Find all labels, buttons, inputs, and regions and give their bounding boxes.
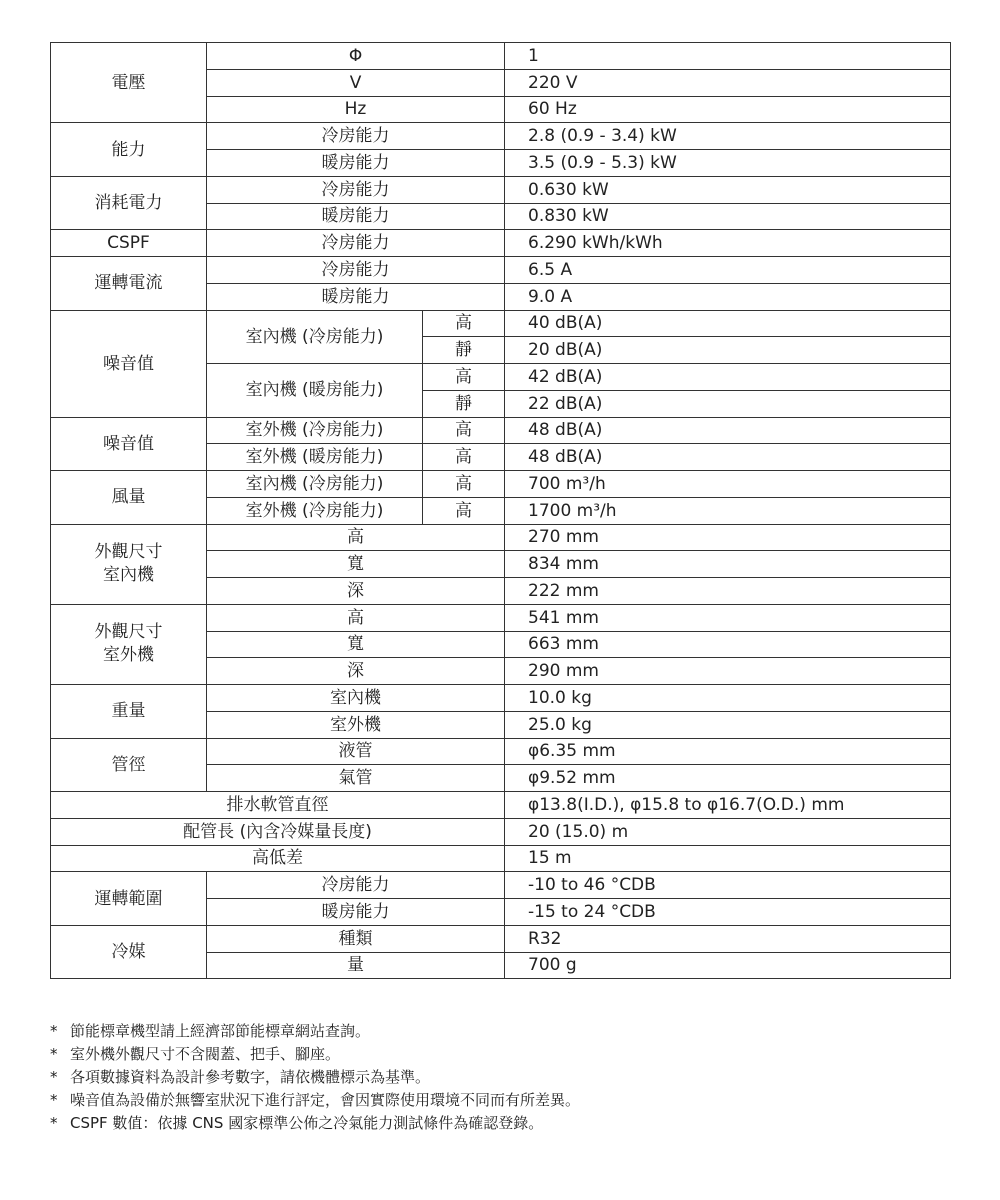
value-cell: 48 dB(A) xyxy=(505,444,951,471)
sub-item-cell: 室外機 (冷房能力) xyxy=(207,497,423,524)
footnote-text: CSPF 數值：依據 CNS 國家標準公佈之冷氣能力測試條件為確認登錄。 xyxy=(70,1114,544,1132)
item-cell: 冷房能力 xyxy=(207,230,505,257)
row-label-cspf: CSPF xyxy=(51,230,207,257)
value-cell: 3.5 (0.9 - 5.3) kW xyxy=(505,150,951,177)
sub-item-cell: 室內機 (暖房能力) xyxy=(207,364,423,418)
row-label-power: 消耗電力 xyxy=(51,176,207,230)
table-row xyxy=(51,792,951,819)
table-row xyxy=(51,604,951,631)
level-cell: 高 xyxy=(423,417,505,444)
value-cell: 22 dB(A) xyxy=(505,390,951,417)
level-cell: 高 xyxy=(423,444,505,471)
level-cell: 高 xyxy=(423,471,505,498)
footnote-text: 節能標章機型請上經濟部節能標章網站查詢。 xyxy=(70,1022,371,1040)
footnote-text: 各項數據資料為設計參考數字，請依機體標示為基準。 xyxy=(70,1068,431,1086)
value-cell: φ13.8(I.D.), φ15.8 to φ16.7(O.D.) mm xyxy=(505,792,951,819)
row-label-line: 室內機 xyxy=(103,565,154,586)
item-cell: 暖房能力 xyxy=(207,283,505,310)
value-cell: 9.0 A xyxy=(505,283,951,310)
value-cell: 270 mm xyxy=(505,524,951,551)
value-cell: 42 dB(A) xyxy=(505,364,951,391)
row-label-airflow: 風量 xyxy=(51,471,207,525)
table-row xyxy=(51,123,951,150)
level-cell: 高 xyxy=(423,364,505,391)
value-cell: -15 to 24 °CDB xyxy=(505,899,951,926)
value-cell: 220 V xyxy=(505,69,951,96)
row-label-capacity: 能力 xyxy=(51,123,207,177)
item-cell: Hz xyxy=(207,96,505,123)
item-cell: 種類 xyxy=(207,925,505,952)
item-cell: 室外機 xyxy=(207,711,505,738)
row-label-pipe: 管徑 xyxy=(51,738,207,792)
row-label-noise-outdoor: 噪音值 xyxy=(51,417,207,471)
table-row xyxy=(51,257,951,284)
item-cell: V xyxy=(207,69,505,96)
value-cell: 6.5 A xyxy=(505,257,951,284)
level-cell: 靜 xyxy=(423,337,505,364)
table-row xyxy=(51,230,951,257)
footnotes xyxy=(50,1020,950,1135)
table-row xyxy=(51,417,951,444)
item-cell: 寬 xyxy=(207,551,505,578)
row-label-refrigerant: 冷媒 xyxy=(51,925,207,979)
value-cell: 2.8 (0.9 - 3.4) kW xyxy=(505,123,951,150)
row-label-current: 運轉電流 xyxy=(51,257,207,311)
table-row xyxy=(51,43,951,70)
table-row xyxy=(51,845,951,872)
item-cell: 深 xyxy=(207,578,505,605)
footnote-bullet: * xyxy=(50,1114,58,1132)
item-cell: 冷房能力 xyxy=(207,123,505,150)
table-row xyxy=(51,738,951,765)
footnote-bullet: * xyxy=(50,1045,58,1063)
row-label-weight: 重量 xyxy=(51,685,207,739)
table-row xyxy=(51,310,951,337)
row-label-noise-indoor: 噪音值 xyxy=(51,310,207,417)
table-row xyxy=(51,176,951,203)
footnote-text: 室外機外觀尺寸不含閥蓋、把手、腳座。 xyxy=(70,1045,341,1063)
value-cell: 1 xyxy=(505,43,951,70)
row-label-drain: 排水軟管直徑 xyxy=(51,792,505,819)
item-cell: Φ xyxy=(207,43,505,70)
value-cell: 290 mm xyxy=(505,658,951,685)
table-row xyxy=(51,872,951,899)
value-cell: 40 dB(A) xyxy=(505,310,951,337)
footnote-bullet: * xyxy=(50,1022,58,1040)
value-cell: 0.630 kW xyxy=(505,176,951,203)
sub-item-cell: 室外機 (暖房能力) xyxy=(207,444,423,471)
row-label-pipe-length: 配管長 (內含冷媒量長度) xyxy=(51,818,505,845)
item-cell: 室內機 xyxy=(207,685,505,712)
value-cell: 0.830 kW xyxy=(505,203,951,230)
item-cell: 暖房能力 xyxy=(207,203,505,230)
footnote-item xyxy=(50,1020,950,1043)
value-cell: 25.0 kg xyxy=(505,711,951,738)
table-row xyxy=(51,524,951,551)
spec-table xyxy=(50,42,951,979)
value-cell: 1700 m³/h xyxy=(505,497,951,524)
item-cell: 暖房能力 xyxy=(207,150,505,177)
value-cell: 700 m³/h xyxy=(505,471,951,498)
table-row xyxy=(51,471,951,498)
level-cell: 靜 xyxy=(423,390,505,417)
footnote-item xyxy=(50,1066,950,1089)
value-cell: R32 xyxy=(505,925,951,952)
footnote-bullet: * xyxy=(50,1068,58,1086)
item-cell: 液管 xyxy=(207,738,505,765)
item-cell: 寬 xyxy=(207,631,505,658)
footnote-item xyxy=(50,1112,950,1135)
item-cell: 高 xyxy=(207,524,505,551)
row-label-line: 室外機 xyxy=(103,645,154,666)
value-cell: 541 mm xyxy=(505,604,951,631)
value-cell: 222 mm xyxy=(505,578,951,605)
value-cell: 60 Hz xyxy=(505,96,951,123)
value-cell: 48 dB(A) xyxy=(505,417,951,444)
value-cell: 663 mm xyxy=(505,631,951,658)
value-cell: 10.0 kg xyxy=(505,685,951,712)
table-row xyxy=(51,818,951,845)
value-cell: 700 g xyxy=(505,952,951,979)
row-label-height-diff: 高低差 xyxy=(51,845,505,872)
row-label-dim-indoor xyxy=(51,524,207,604)
sub-item-cell: 室內機 (冷房能力) xyxy=(207,310,423,364)
item-cell: 量 xyxy=(207,952,505,979)
row-label-range: 運轉範圍 xyxy=(51,872,207,926)
footnote-bullet: * xyxy=(50,1091,58,1109)
item-cell: 氣管 xyxy=(207,765,505,792)
item-cell: 冷房能力 xyxy=(207,872,505,899)
footnote-item xyxy=(50,1043,950,1066)
item-cell: 暖房能力 xyxy=(207,899,505,926)
value-cell: φ6.35 mm xyxy=(505,738,951,765)
value-cell: 15 m xyxy=(505,845,951,872)
value-cell: 20 dB(A) xyxy=(505,337,951,364)
footnote-item xyxy=(50,1089,950,1112)
level-cell: 高 xyxy=(423,497,505,524)
value-cell: 6.290 kWh/kWh xyxy=(505,230,951,257)
row-label-line: 外觀尺寸 xyxy=(94,622,163,643)
level-cell: 高 xyxy=(423,310,505,337)
value-cell: 834 mm xyxy=(505,551,951,578)
item-cell: 冷房能力 xyxy=(207,257,505,284)
value-cell: φ9.52 mm xyxy=(505,765,951,792)
table-row xyxy=(51,925,951,952)
sub-item-cell: 室內機 (冷房能力) xyxy=(207,471,423,498)
item-cell: 深 xyxy=(207,658,505,685)
item-cell: 高 xyxy=(207,604,505,631)
item-cell: 冷房能力 xyxy=(207,176,505,203)
row-label-voltage: 電壓 xyxy=(51,43,207,123)
footnote-text: 噪音值為設備於無響室狀況下進行評定，會因實際使用環境不同而有所差異。 xyxy=(70,1091,581,1109)
row-label-line: 外觀尺寸 xyxy=(94,542,163,563)
sub-item-cell: 室外機 (冷房能力) xyxy=(207,417,423,444)
value-cell: -10 to 46 °CDB xyxy=(505,872,951,899)
table-row xyxy=(51,685,951,712)
value-cell: 20 (15.0) m xyxy=(505,818,951,845)
row-label-dim-outdoor xyxy=(51,604,207,684)
